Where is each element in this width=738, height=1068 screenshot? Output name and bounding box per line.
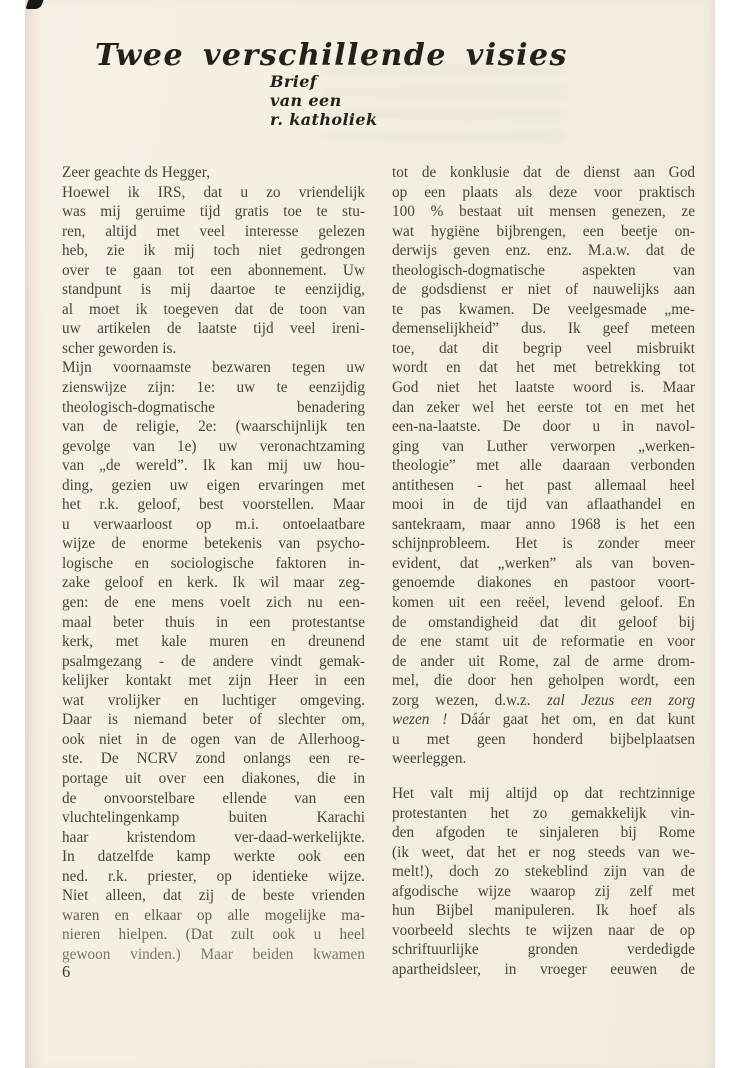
text-line: de godsdienst er niet of nauwelijks aan — [392, 281, 695, 299]
text-line: wat vrolijker en luchtiger omgeving. — [62, 691, 365, 709]
text-line: wijze de enorme betekenis van psycho- — [62, 535, 365, 553]
text-line: ook niet in de ogen van de Allerhoog- — [62, 730, 365, 748]
article-title: Twee verschillende visies — [95, 38, 568, 74]
text-line: ren, altijd met veel interesse gelezen — [62, 222, 365, 240]
text-line: vluchtelingenkamp buiten Karachi — [62, 809, 365, 827]
text-line: ging van Luther verworpen „werken- — [392, 437, 695, 455]
text-line: wat hygiëne bijbrengen, een beetje on- — [392, 222, 695, 240]
text-line: weerleggen. — [392, 750, 467, 768]
subtitle-line: Brief — [270, 72, 318, 91]
text-line: de ene stamt uit de reformatie en voor — [392, 633, 695, 651]
text-line: de omstandigheid dat dit geloof bij — [392, 613, 695, 631]
text-line: apartheidsleer, in vroeger eeuwen de — [392, 960, 695, 978]
text-line: de ander uit Rome, zal de arme drom- — [392, 652, 695, 670]
text-line: genoemde diakones en pastoor voort- — [392, 574, 695, 592]
text-line: u met geen honderd bijbelplaatsen — [392, 730, 695, 748]
text-line: psalmgezang - de andere vindt gemak- — [62, 652, 365, 670]
text-line: toe, dat dit begrip veel misbruikt — [392, 339, 695, 357]
text-line: uw artikelen de laatste tijd veel ireni- — [62, 320, 365, 338]
text-line: portage uit over een diakones, die in — [62, 769, 365, 787]
text-line: tot de konklusie dat de dienst aan God — [392, 164, 695, 181]
text-line: al moet ik toegeven dat de toon van — [62, 300, 365, 318]
text-line: ding, gezien uw eigen ervaringen met — [62, 476, 365, 494]
text-line: theologie” met alle daaraan verbonden — [392, 457, 695, 475]
text-line: waren en elkaar op alle mogelijke ma- — [62, 906, 365, 924]
text-line: kerk, met kale muren en dreunend — [62, 633, 365, 651]
text-line: 100 % bestaat uit mensen genezen, ze — [392, 203, 695, 221]
text-line: op een plaats als deze voor praktisch — [392, 183, 695, 201]
text-line: maal beter thuis in een protestantse — [62, 613, 365, 631]
text-line: zake geloof en kerk. Ik wil maar zeg- — [62, 574, 365, 592]
text-line: mooi in de tijd van aflaathandel en — [392, 496, 695, 514]
text-line: scher geworden is. — [62, 339, 177, 357]
text-line: haar kristendom ver-daad-werkelijkte. — [62, 828, 365, 846]
text-line: het r.k. geloof, best voorstellen. Maar — [62, 496, 365, 514]
subtitle-line: r. katholiek — [270, 110, 378, 129]
right-column — [392, 163, 695, 979]
text-line: nieren hielpen. (Dat zult ook u heel — [62, 926, 365, 944]
text-line: te pas kwamen. De veelgesmade „me- — [392, 300, 695, 318]
text-line: logische en sociologische faktoren in- — [62, 554, 365, 572]
text-line: van „de wereld”. Ik kan mij uw hou- — [62, 457, 365, 475]
text-line: heb, zie ik mij toch niet gedrongen — [62, 242, 365, 260]
text-line: antithesen - het past allemaal heel — [392, 476, 695, 494]
text-line: wezen ! Dáár gaat het om, en dat kunt — [392, 711, 695, 729]
text-line: Zeer geachte ds Hegger, — [62, 164, 211, 181]
text-line: zienswijze zijn: 1e: uw te eenzijdig — [62, 379, 365, 397]
text-line: protestanten het zo gemakkelijk vin- — [392, 804, 695, 822]
text-line: was mij geruime tijd gratis toe te stu- — [62, 203, 365, 221]
text-line: hun Bijbel manipuleren. Ik hoef als — [392, 902, 695, 920]
text-line: Niet alleen, dat zij de beste vrienden — [62, 887, 365, 905]
text-line: In datzelfde kamp werkte ook een — [62, 848, 365, 866]
two-column-body — [62, 163, 695, 979]
text-line: ned. r.k. priester, op identieke wijze. — [62, 867, 365, 885]
text-line: (ik weet, dat het er nog steeds van we- — [392, 843, 695, 861]
text-line: zorg wezen, d.w.z. zal Jezus een zorg — [392, 691, 695, 709]
text-line: voorbeeld slechts te wijzen naar de op — [392, 921, 695, 939]
text-line: gevolge van 1e) uw veronachtzaming — [62, 437, 365, 455]
text-line: santekraam, maar anno 1968 is het een — [392, 515, 695, 533]
text-line: Daar is niemand beter of slechter om, — [62, 711, 365, 729]
text-line: wordt en dat het met betrekking tot — [392, 359, 695, 377]
text-line: Het valt mij altijd op dat rechtzinnige — [392, 784, 695, 802]
text-line: derwijs geven enz. enz. M.a.w. dat de — [392, 242, 695, 260]
scanned-page — [25, 0, 715, 1068]
text-line: over te gaan tot een abonnement. Uw — [62, 261, 365, 279]
text-line: demenselijkheid” dus. Ik geef meteen — [392, 320, 695, 338]
text-line: ste. De NCRV zond onlangs een re- — [62, 750, 365, 768]
page-number: 6 — [62, 962, 71, 981]
text-line: u verwaarloost op m.i. ontoelaatbare — [62, 515, 365, 533]
text-line: den afgoden te sinjaleren bij Rome — [392, 824, 695, 842]
text-line: gewoon vinden.) Maar beiden kwamen — [62, 945, 365, 963]
text-line: evident, dat „werken” als van boven- — [392, 554, 695, 572]
text-line: Mijn voornaamste bezwaren tegen uw — [62, 359, 365, 377]
text-line: de onvoorstelbare ellende van een — [62, 789, 365, 807]
text-line: van de religie, 2e: (waarschijnlijk ten — [62, 418, 365, 436]
text-line: mel, die door hen geholpen wordt, een — [392, 672, 695, 690]
left-column — [62, 163, 365, 979]
text-line: theologisch-dogmatische aspekten van — [392, 261, 695, 279]
text-line: God niet het laatste woord is. Maar — [392, 379, 695, 397]
text-line: komen uit een reëel, levend geloof. En — [392, 594, 695, 612]
text-line: melt!), doch zo stekeblind zijn van de — [392, 863, 695, 881]
paragraph-gap — [392, 769, 695, 784]
subtitle-line: van een — [270, 91, 342, 110]
text-line: afgodische wijze waarop zij zelf met — [392, 882, 695, 900]
text-line: dan zeker wel het eerste tot en met het — [392, 398, 695, 416]
text-line: kelijker kontakt met zijn Heer in een — [62, 672, 365, 690]
text-line: een-na-laatste. De door u in navol- — [392, 418, 695, 436]
scan-artifact-corner — [26, 0, 44, 9]
article-subtitle — [270, 72, 377, 129]
text-line: gen: de ene mens voelt zich nu een- — [62, 594, 365, 612]
text-line: schriftuurlijke gronden verdedigde — [392, 941, 695, 959]
text-line: theologisch-dogmatische benadering — [62, 398, 365, 416]
text-line: standpunt is mij daartoe te eenzijdig, — [62, 281, 365, 299]
text-line: Hoewel ik IRS, dat u zo vriendelijk — [62, 183, 365, 201]
text-line: schijnprobleem. Het is zonder meer — [392, 535, 695, 553]
